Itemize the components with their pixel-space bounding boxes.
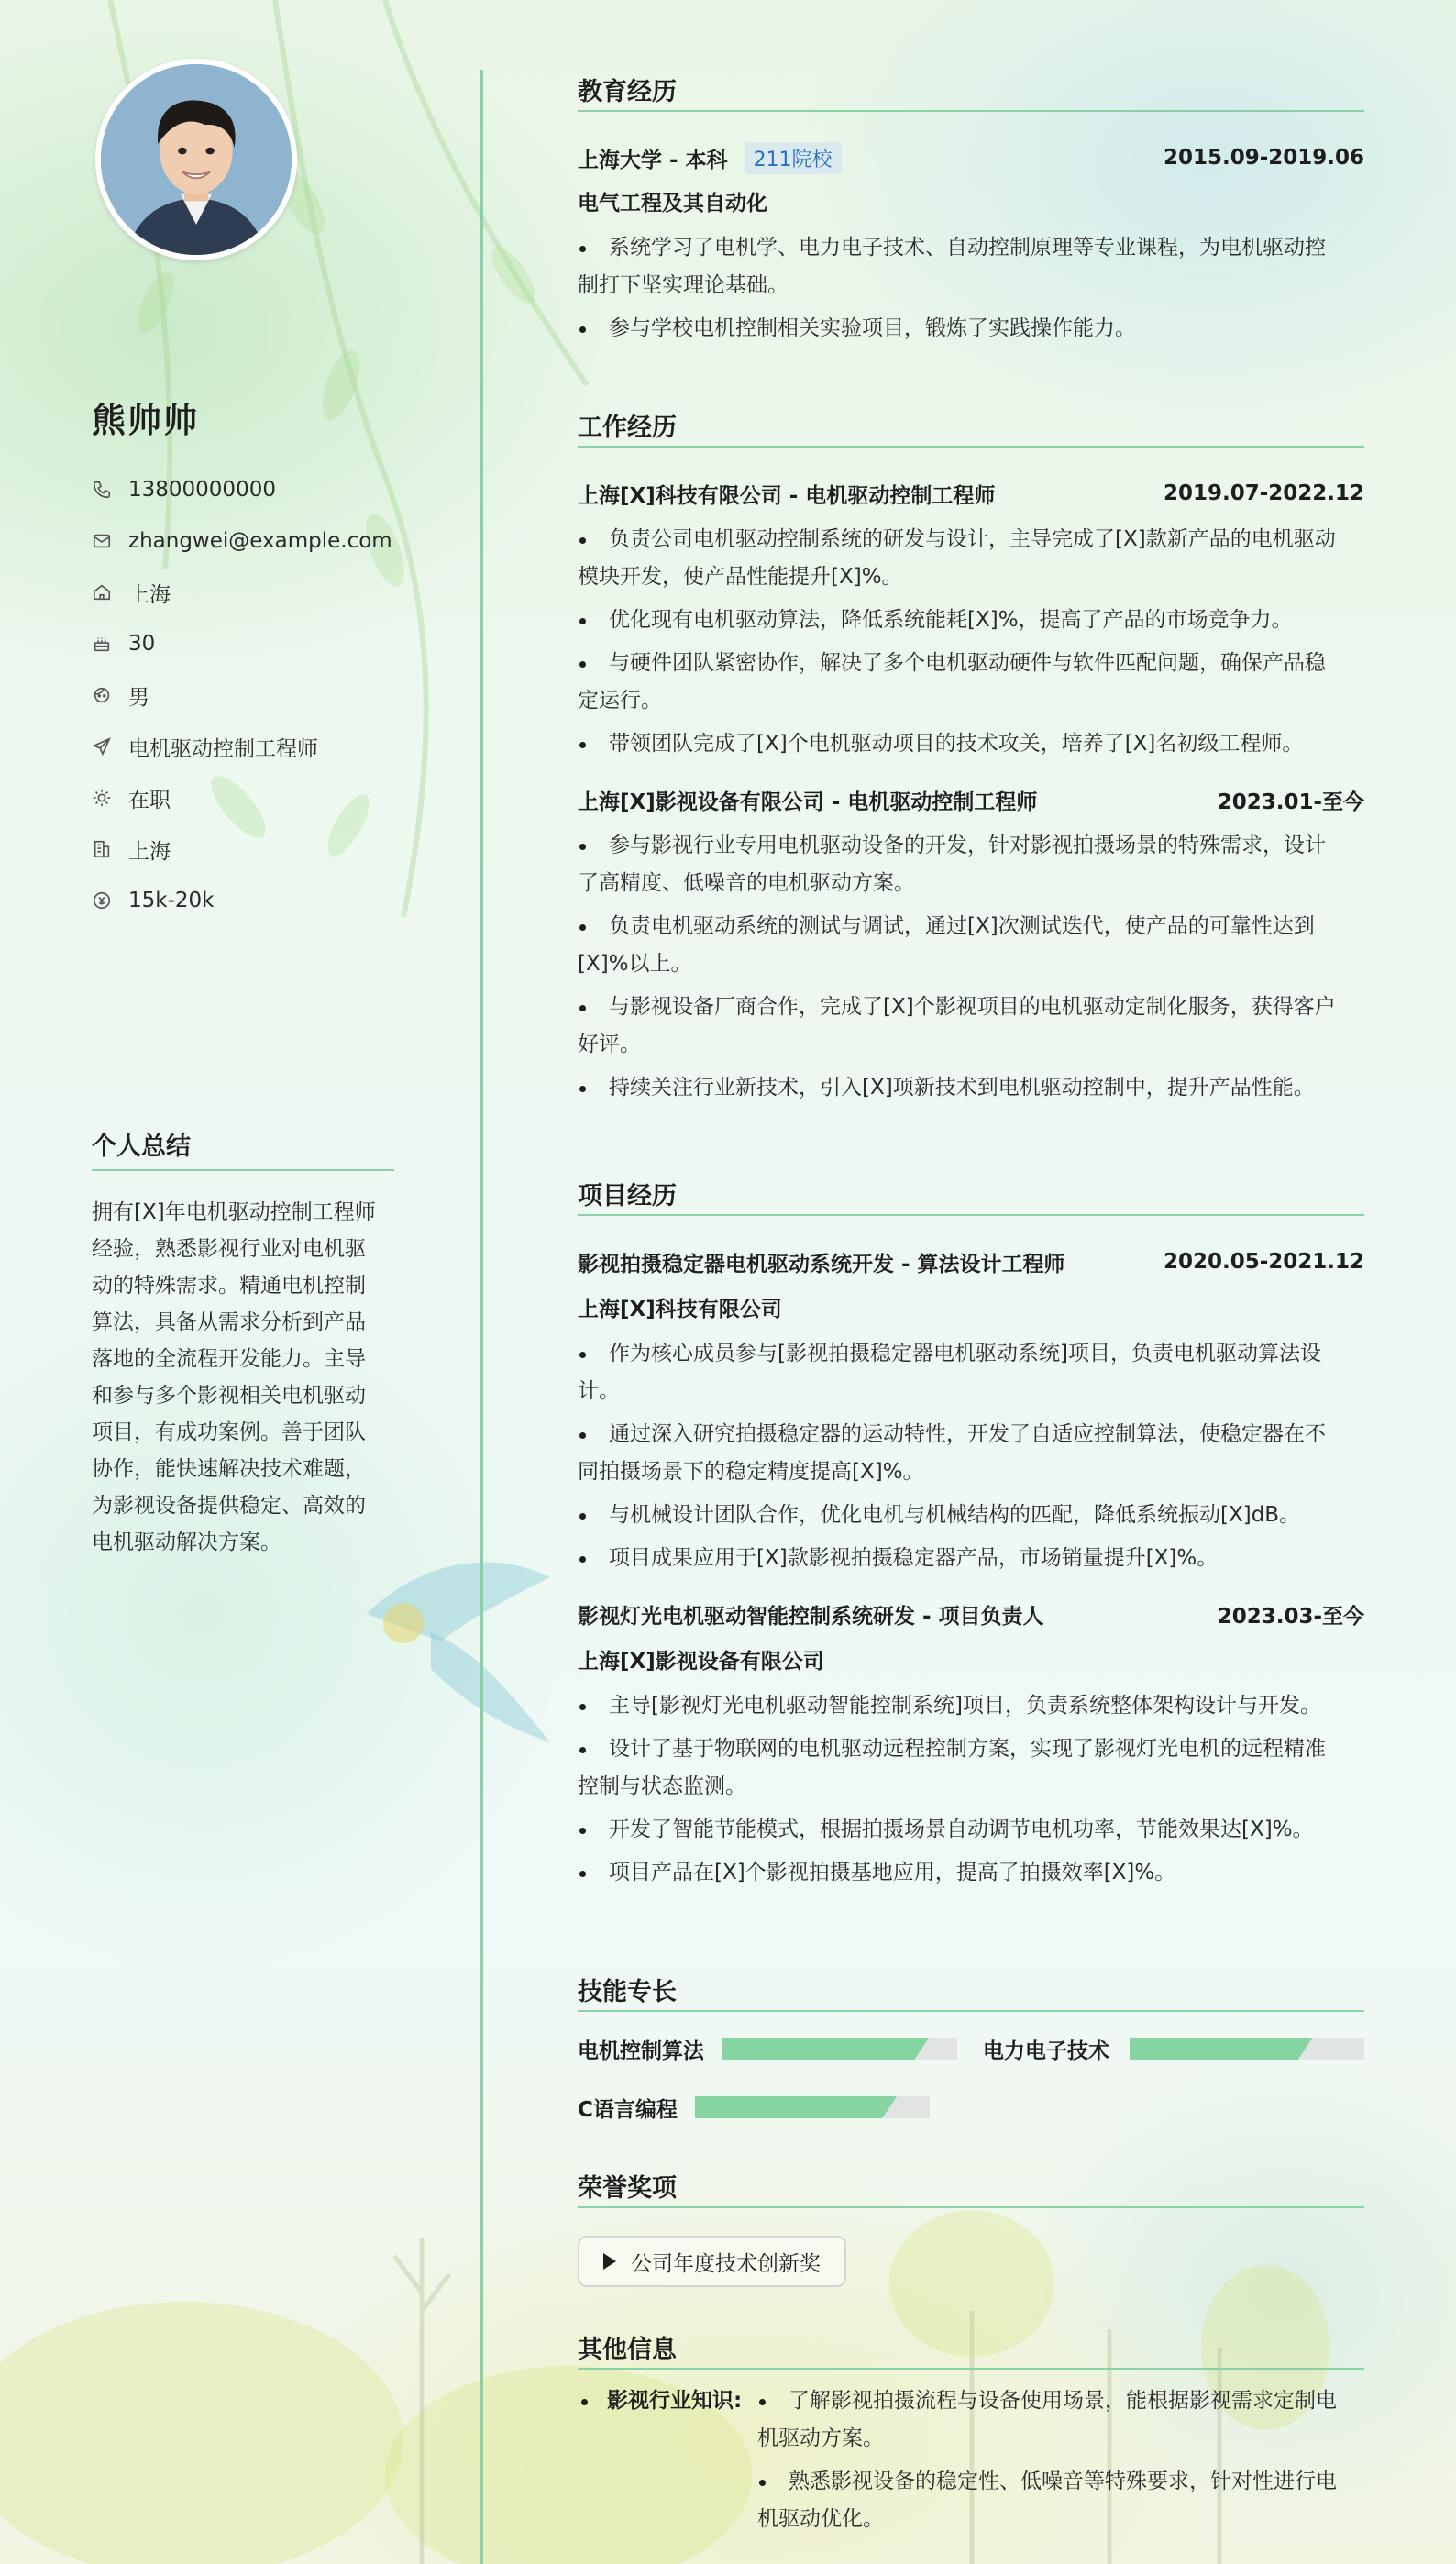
awards-section — [578, 2168, 1364, 2287]
salary-icon — [92, 890, 112, 911]
list-item — [578, 1069, 1364, 1107]
candidate-name: 熊帅帅 — [92, 401, 199, 440]
education-title: 教育经历 — [578, 72, 1364, 112]
skills-title: 技能专长 — [578, 1972, 1364, 2012]
bullet-line: 同拍摄场景下的稳定精度提高[X]%。 — [578, 1460, 924, 1484]
project-date: 2020.05-2021.12 — [1163, 1250, 1364, 1274]
list-item — [578, 1854, 1364, 1892]
bullet-line: 系统学习了电机学、电力电子技术、自动控制原理等专业课程，为电机驱动控 — [609, 236, 1326, 260]
bullet-line: 与硬件团队紧密协作，解决了多个电机驱动硬件与软件匹配问题，确保产品稳 — [609, 651, 1326, 675]
gender-icon — [92, 685, 112, 705]
list-item — [578, 1416, 1364, 1491]
info-phone — [92, 464, 403, 515]
info-status-text: 在职 — [128, 788, 171, 812]
awards-title: 荣誉奖项 — [578, 2168, 1364, 2208]
bullet-line: 设计了基于物联网的电机驱动远程控制方案，实现了影视灯光电机的远程精准 — [609, 1737, 1326, 1761]
awards-list — [578, 2236, 1364, 2287]
bullet-line: 项目成果应用于[X]款影视拍摄稳定器产品，市场销量提升[X]%。 — [609, 1546, 1219, 1570]
job-date: 2019.07-2022.12 — [1163, 481, 1364, 505]
work-section — [578, 407, 1364, 1107]
project-bullets — [578, 1687, 1364, 1892]
list-item — [578, 310, 1364, 348]
skill-bar — [722, 2038, 957, 2060]
info-job-target — [92, 721, 403, 772]
award-label: 公司年度技术创新奖 — [631, 2251, 821, 2276]
award-item — [578, 2236, 846, 2287]
summary-line: 电机驱动解决方案。 — [92, 1531, 281, 1554]
list-item — [578, 521, 1364, 596]
list-item — [578, 229, 1364, 304]
info-work-city — [92, 823, 403, 875]
info-gender-text: 男 — [128, 685, 149, 710]
bullet-line: 机驱动方案。 — [757, 2426, 884, 2450]
other-bullets — [757, 2382, 1364, 2538]
bullet-line: 了高精度、低噪音的电机驱动方案。 — [578, 871, 915, 895]
contact-info-list — [92, 464, 403, 926]
bullet-line: 定运行。 — [578, 689, 662, 713]
summary-line: 为影视设备提供稳定、高效的 — [92, 1494, 366, 1518]
info-salary-text: 15k-20k — [128, 889, 215, 912]
bullet-line: 通过深入研究拍摄稳定器的运动特性，开发了自适应控制算法，使稳定器在不 — [609, 1422, 1326, 1446]
list-item — [578, 908, 1364, 983]
send-icon — [92, 736, 112, 757]
info-age — [92, 618, 403, 669]
list-item — [578, 989, 1364, 1064]
bullet-line: 熟悉影视设备的稳定性、低噪音等特殊要求，针对性进行电 — [789, 2470, 1337, 2493]
info-status — [92, 772, 403, 823]
avatar — [95, 59, 297, 260]
bullet-line: 模块开发，使产品性能提升[X]%。 — [578, 565, 903, 589]
info-city — [92, 567, 403, 618]
project-title: 影视拍摄稳定器电机驱动系统开发 - 算法设计工程师 — [578, 1252, 1065, 1276]
bullet-line: [X]%以上。 — [578, 952, 692, 976]
job-title: 上海[X]影视设备有限公司 - 电机驱动控制工程师 — [578, 790, 1038, 814]
skill-item — [578, 2093, 930, 2123]
project-date: 2023.03-至今 — [1217, 1604, 1364, 1629]
info-phone-text: 13800000000 — [128, 478, 276, 502]
info-gender — [92, 669, 403, 721]
bullet-line: 与影视设备厂商合作，完成了[X]个影视项目的电机驱动定制化服务，获得客户 — [609, 995, 1336, 1019]
education-bullets — [578, 229, 1364, 348]
project-head — [578, 1596, 1364, 1632]
info-email-text: zhangwei@example.com — [128, 529, 392, 553]
summary-line: 和参与多个影视相关电机驱动 — [92, 1384, 366, 1408]
bullet-line: 持续关注行业新技术，引入[X]项新技术到电机驱动控制中，提升产品性能。 — [609, 1076, 1315, 1100]
list-item — [578, 1687, 1364, 1725]
skill-item — [578, 2034, 957, 2064]
list-item — [578, 1497, 1364, 1534]
list-item — [578, 725, 1364, 763]
bullet-line: 负责电机驱动系统的测试与调试，通过[X]次测试迭代，使产品的可靠性达到 — [609, 914, 1315, 938]
work-title: 工作经历 — [578, 407, 1364, 448]
job-bullets — [578, 521, 1364, 763]
job-bullets — [578, 827, 1364, 1107]
education-date: 2015.09-2019.06 — [1163, 146, 1364, 170]
bullet-line: 了解影视拍摄流程与设备使用场景，能根据影视需求定制电 — [789, 2389, 1337, 2413]
phone-icon — [92, 480, 112, 500]
bullet-line: 制打下坚实理论基础。 — [578, 273, 789, 297]
info-city-text: 上海 — [128, 582, 171, 607]
info-salary — [92, 875, 403, 926]
list-item — [757, 2382, 1364, 2458]
skill-bar — [1130, 2038, 1364, 2060]
column-divider — [480, 70, 483, 2564]
skill-name: 电力电子技术 — [983, 2039, 1109, 2063]
bullet-line: 控制与状态监测。 — [578, 1774, 746, 1798]
other-section — [578, 2329, 1364, 2538]
list-item — [578, 1730, 1364, 1806]
job-date: 2023.01-至今 — [1217, 790, 1364, 814]
education-major: 电气工程及其自动化 — [578, 192, 767, 216]
school-tag-badge: 211院校 — [745, 142, 842, 174]
skill-item — [983, 2034, 1364, 2064]
skill-bar-fill — [695, 2096, 897, 2118]
building-icon — [92, 839, 112, 859]
list-item — [578, 602, 1364, 639]
bullet-line: 机驱动优化。 — [757, 2507, 884, 2531]
projects-section — [578, 1176, 1364, 1892]
bullet-line: 计。 — [578, 1379, 620, 1403]
summary-line: 算法，具备从需求分析到产品 — [92, 1310, 366, 1334]
bullet-line: 主导[影视灯光电机驱动智能控制系统]项目，负责系统整体架构设计与开发。 — [609, 1694, 1321, 1718]
summary-title: 个人总结 — [92, 1126, 394, 1171]
list-item — [578, 645, 1364, 720]
bullet-line: 开发了智能节能模式，根据拍摄场景自动调节电机功率，节能效果达[X]%。 — [609, 1818, 1314, 1841]
summary-line: 拥有[X]年电机驱动控制工程师 — [92, 1200, 376, 1224]
info-work-city-text: 上海 — [128, 839, 171, 864]
info-email — [92, 515, 403, 567]
avatar-portrait — [101, 64, 292, 255]
summary-text — [92, 1194, 394, 1561]
skill-name: C语言编程 — [578, 2097, 678, 2122]
bullet-line: 好评。 — [578, 1033, 641, 1056]
education-section — [578, 72, 1364, 348]
job-head — [578, 781, 1364, 818]
projects-title: 项目经历 — [578, 1176, 1364, 1216]
summary-line: 落地的全流程开发能力。主导 — [92, 1347, 366, 1371]
play-triangle-icon — [603, 2253, 616, 2270]
bullet-line: 与机械设计团队合作，优化电机与机械结构的匹配，降低系统振动[X]dB。 — [609, 1503, 1301, 1527]
list-item — [578, 1811, 1364, 1849]
education-head — [578, 139, 1364, 176]
job-head — [578, 475, 1364, 512]
summary-line: 经验，熟悉影视行业对电机驱 — [92, 1237, 366, 1261]
summary-line: 动的特殊需求。精通电机控制 — [92, 1274, 366, 1298]
bullet-line: 项目产品在[X]个影视拍摄基地应用，提高了拍摄效率[X]%。 — [609, 1861, 1176, 1884]
email-icon — [92, 531, 112, 551]
project-company: 上海[X]影视设备有限公司 — [578, 1650, 824, 1674]
bullet-line: 作为核心成员参与[影视拍摄稳定器电机驱动系统]项目，负责电机驱动算法设 — [609, 1342, 1321, 1365]
project-title: 影视灯光电机驱动智能控制系统研发 - 项目负责人 — [578, 1604, 1044, 1629]
home-icon — [92, 582, 112, 602]
bullet-line: 参与学校电机控制相关实验项目，锻炼了实践操作能力。 — [609, 316, 1136, 340]
info-age-text: 30 — [128, 632, 156, 656]
list-item — [757, 2463, 1364, 2538]
list-item — [578, 1540, 1364, 1577]
skill-name: 电机控制算法 — [578, 2039, 704, 2063]
skills-row — [578, 2089, 1364, 2126]
bullet-line: 参与影视行业专用电机驱动设备的开发，针对影视拍摄场景的特殊需求，设计 — [609, 834, 1326, 857]
info-job-target-text: 电机驱动控制工程师 — [128, 736, 318, 761]
other-label: 影视行业知识: — [578, 2382, 757, 2538]
job-title: 上海[X]科技有限公司 - 电机驱动控制工程师 — [578, 483, 996, 508]
skills-row — [578, 2030, 1364, 2067]
list-item — [578, 827, 1364, 902]
status-icon — [92, 788, 112, 808]
other-title: 其他信息 — [578, 2329, 1364, 2370]
bullet-line: 带领团队完成了[X]个电机驱动项目的技术攻关，培养了[X]名初级工程师。 — [609, 732, 1304, 756]
summary-line: 协作，能快速解决技术难题， — [92, 1457, 366, 1481]
bullet-line: 负责公司电机驱动控制系统的研发与设计，主导完成了[X]款新产品的电机驱动 — [609, 527, 1336, 551]
project-bullets — [578, 1335, 1364, 1577]
bullet-line: 优化现有电机驱动算法，降低系统能耗[X]%，提高了产品的市场竞争力。 — [609, 608, 1293, 632]
skill-bar-fill — [722, 2038, 929, 2060]
project-head — [578, 1243, 1364, 1280]
skill-bar — [695, 2096, 930, 2118]
cake-icon — [92, 634, 112, 654]
skill-bar-fill — [1130, 2038, 1313, 2060]
list-item — [578, 1335, 1364, 1410]
education-school: 上海大学 - 本科 — [578, 148, 728, 172]
project-company: 上海[X]科技有限公司 — [578, 1298, 782, 1321]
summary-line: 项目，有成功案例。善于团队 — [92, 1420, 366, 1444]
skills-section — [578, 1972, 1364, 2126]
other-row — [578, 2382, 1364, 2538]
